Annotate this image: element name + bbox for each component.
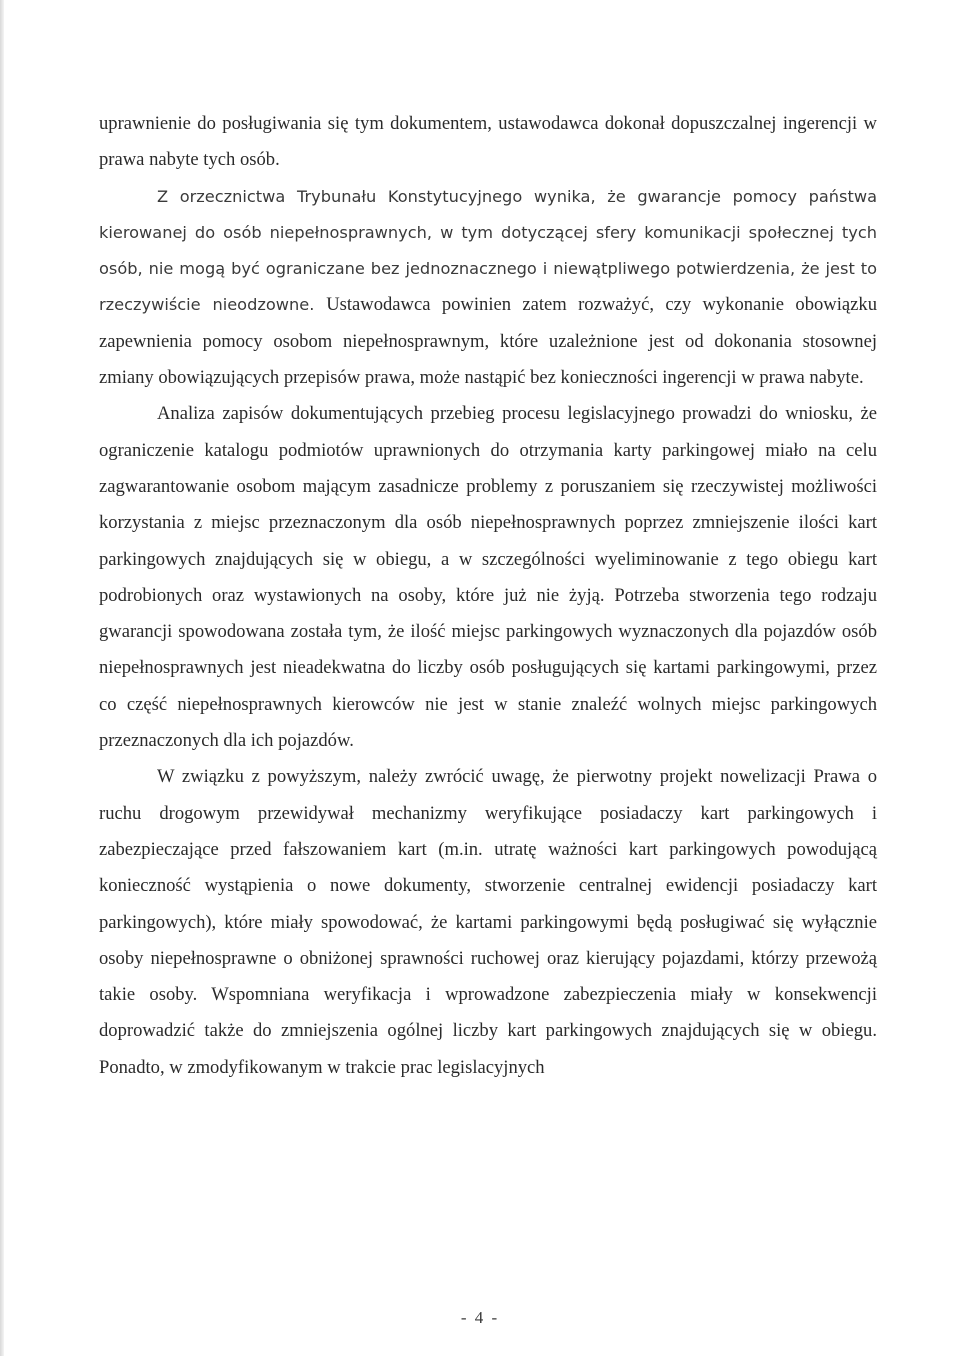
document-body [99,106,877,1086]
paragraph-3-text: Ustawodawca powinien zatem rozważyć, czy wykonanie obowiązku zapewnienia pomocy osobom niepełnosprawnym, które uzależnione jest od dokonania stosownej zmiany obowiązujących przepisów prawa, może nastąpić bez konieczności ingerencji w prawa nabyte. [99,294,877,389]
paragraph-5: W związku z powyższym, należy zwrócić uwagę, że pierwotny projekt nowelizacji Prawa o ruchu drogowym przewidywał mechanizmy weryfikujące posiadaczy kart parkingowych i zabezpieczające przed fałszowaniem kart (m.in. utratę ważności kart parkingowych powodującą konieczność wystąpienia o nowe dokumenty, stworzenie centralnej ewidencji posiadaczy kart parkingowych), które miały spowodować, że kartami parkingowymi będą posługiwać się wyłącznie osoby niepełnosprawne o obniżonej sprawności ruchowej oraz kierujący pojazdami, którzy przewożą takie osoby. Wspomniana weryfikacja i wprowadzone zabezpieczenia miały w konsekwencji doprowadzić także do zmniejszenia ogólnej liczby kart parkingowych znajdujących się w obiegu. Ponadto, w zmodyfikowanym w trakcie prac legislacyjnych [99,766,877,1078]
paragraph-2-text: Z orzecznictwa Trybunału Konstytucyjnego wynika, że gwarancje pomocy państwa kierowanej do osób niepełnosprawnych, w tym dotyczącej sfery komunikacji społecznej tych osób, nie mogą być ograniczane bez jednoznacznego i niewątpliwego potwierdzenia, że jest to rzeczywiście nieodzowne. [99,186,877,315]
page-number: - 4 - [460,1308,500,1327]
paragraph-1: uprawnienie do posługiwania się tym dokumentem, ustawodawca dokonał dopuszczalnej ingerencji w prawa nabyte tych osób. [99,113,877,171]
scan-edge [0,0,4,1356]
paragraph-group [99,179,877,397]
paragraph-4: Analiza zapisów dokumentujących przebieg procesu legislacyjnego prowadzi do wniosku, że ograniczenie katalogu podmiotów uprawnionych do otrzymania karty parkingowej miało na celu zagwarantowanie osobom mającym zasadnicze problemy z poruszaniem się rzeczywistej możliwości korzystania z miejsc przeznaczonym dla osób niepełnosprawnych poprzez zmniejszenie ilości kart parkingowych znajdujących się w obiegu, a w szczególności wyeliminowanie z tego obiegu kart podrobionych oraz wystawionych na osoby, które już nie żyją. Potrzeba stworzenia tego rodzaju gwarancji spowodowana została tym, że ilość miejsc parkingowych wyznaczonych dla pojazdów osób niepełnosprawnych jest nieadekwatna do liczby osób posługujących się kartami parkingowymi, przez co część niepełnosprawnych kierowców nie jest w stanie znaleźć wolnych miejsc parkingowych przeznaczonych dla ich pojazdów. [99,403,877,752]
